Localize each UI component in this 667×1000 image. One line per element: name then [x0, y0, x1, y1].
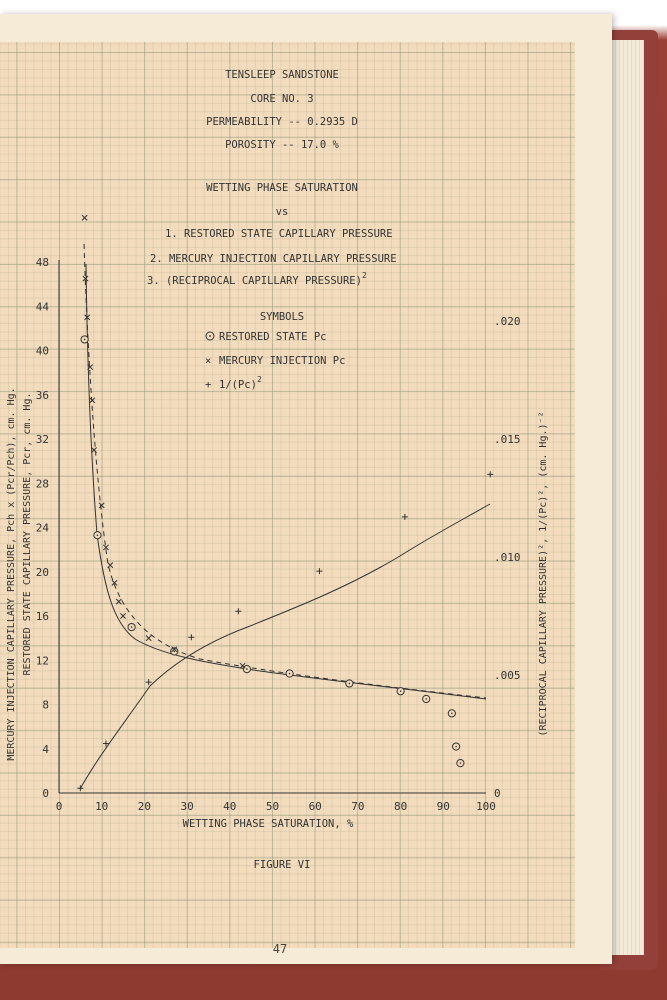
mercury-injection-point [146, 636, 151, 641]
header-line-2: CORE NO. 3 [250, 93, 314, 105]
title-item-3 [147, 271, 367, 287]
capillary-pressure-chart [0, 14, 612, 964]
y-left-tick-label: 16 [35, 610, 49, 623]
restored-state-curve [86, 264, 486, 699]
y-axis-right-label: (RECIPROCAL CAPILLARY PRESSURE)², 1/(Pc)², (cm. Hg.)⁻² [538, 411, 549, 737]
legend-heading: SYMBOLS [259, 311, 305, 323]
y-left-tick-label: 24 [35, 521, 49, 535]
legend-plus-icon: + [205, 379, 212, 391]
restored-state-point-center [173, 651, 175, 653]
legend-circle-dot-icon [209, 335, 211, 337]
mercury-injection-point [108, 563, 113, 568]
book-page [0, 14, 612, 964]
restored-state-point-center [97, 534, 99, 536]
legend-entry-restored [206, 331, 326, 343]
mercury-injection-point [240, 663, 245, 668]
reciprocal-point [487, 471, 493, 477]
y-left-tick-label: 28 [35, 477, 49, 491]
x-tick-label: 80 [393, 800, 408, 813]
title-vs: vs [275, 206, 289, 218]
x-tick-label: 40 [223, 800, 237, 813]
x-tick-labels [56, 800, 496, 813]
restored-state-point-center [425, 698, 427, 700]
title-item-2: 2. MERCURY INJECTION CAPILLARY PRESSURE [150, 253, 397, 265]
y-left-tick-label: 12 [35, 654, 49, 668]
data-markers [77, 215, 493, 791]
y-right-tick-label: 0 [494, 787, 501, 800]
mercury-injection-point [91, 447, 96, 452]
mercury-injection-point [82, 215, 87, 220]
restored-state-point-center [349, 683, 351, 685]
legend-x-icon: × [205, 355, 212, 367]
reciprocal-point [77, 785, 83, 791]
title-item-1: 1. RESTORED STATE CAPILLARY PRESSURE [165, 228, 393, 240]
y-axis-left-inner-label: RESTORED STATE CAPILLARY PRESSURE, Pcr, cm. Hg. [22, 392, 33, 676]
y-left-tick-label: 48 [35, 256, 49, 269]
x-tick-label: 0 [55, 800, 63, 813]
reciprocal-point [146, 679, 152, 685]
x-tick-label: 50 [265, 800, 280, 813]
y-left-tick-label: 20 [35, 565, 49, 579]
y-axis-left-outer-label: MERCURY INJECTION CAPILLARY PRESSURE, Pch x (Pcr/Pch), cm. Hg. [6, 387, 17, 761]
header-line-1: TENSLEEP SANDSTONE [225, 69, 339, 81]
restored-state-point-center [460, 762, 462, 764]
legend-label-reciprocal-sup: 2 [256, 375, 262, 384]
y-left-tick-label: 40 [35, 344, 49, 358]
legend-label-mercury: MERCURY INJECTION Pc [219, 355, 346, 367]
y-left-tick-labels [36, 256, 50, 800]
header-line-3: PERMEABILITY -- 0.2935 D [206, 116, 358, 128]
reciprocal-point [235, 608, 241, 614]
reciprocal-point [188, 634, 194, 640]
mercury-injection-point [99, 503, 104, 508]
mercury-injection-point [90, 398, 95, 403]
y-right-tick-label: .010 [494, 551, 521, 564]
mercury-injection-point [116, 599, 121, 604]
x-tick-label: 100 [476, 800, 496, 813]
legend-label-restored: RESTORED STATE Pc [219, 331, 327, 343]
mercury-injection-point [120, 613, 125, 618]
restored-state-point-center [455, 746, 457, 748]
legend-label-reciprocal [219, 375, 262, 391]
restored-state-point-center [131, 626, 133, 628]
x-tick-label: 30 [180, 800, 194, 813]
y-right-tick-label: .015 [494, 433, 521, 446]
y-left-tick-label: 4 [42, 742, 49, 756]
title-item-3-text: 3. (RECIPROCAL CAPILLARY PRESSURE) [147, 275, 362, 287]
y-left-tick-label: 0 [42, 787, 49, 800]
figure-label: FIGURE VI [253, 859, 311, 871]
y-left-tick-label: 36 [35, 388, 49, 402]
reciprocal-point [402, 514, 408, 520]
page-number: 47 [272, 942, 288, 956]
x-tick-label: 70 [351, 800, 365, 813]
x-tick-label: 20 [137, 800, 152, 813]
title-item-3-sup: 2 [361, 271, 367, 280]
x-tick-label: 10 [95, 800, 109, 813]
x-tick-label: 90 [436, 800, 450, 813]
x-tick-label: 60 [308, 800, 322, 813]
legend-label-reciprocal-text: 1/(Pc) [219, 379, 257, 391]
y-right-tick-label: .005 [494, 669, 521, 682]
y-right-tick-labels [494, 315, 521, 800]
legend-entry-mercury [205, 355, 345, 367]
restored-state-point-center [246, 668, 248, 670]
y-left-tick-label: 8 [42, 698, 49, 712]
reciprocal-point [316, 568, 322, 574]
y-left-tick-label: 44 [35, 300, 49, 314]
restored-state-point-center [400, 690, 402, 692]
restored-state-point-center [84, 339, 86, 341]
restored-state-point-center [289, 673, 291, 675]
title-main: WETTING PHASE SATURATION [206, 182, 358, 194]
reciprocal-curve [80, 504, 490, 789]
restored-state-point-center [451, 713, 453, 715]
x-axis-label: WETTING PHASE SATURATION, % [182, 818, 354, 830]
header-line-4: POROSITY -- 17.0 % [225, 139, 339, 151]
y-right-tick-label: .020 [494, 315, 521, 328]
legend-entry-reciprocal [205, 375, 262, 391]
y-left-tick-label: 32 [35, 433, 49, 446]
